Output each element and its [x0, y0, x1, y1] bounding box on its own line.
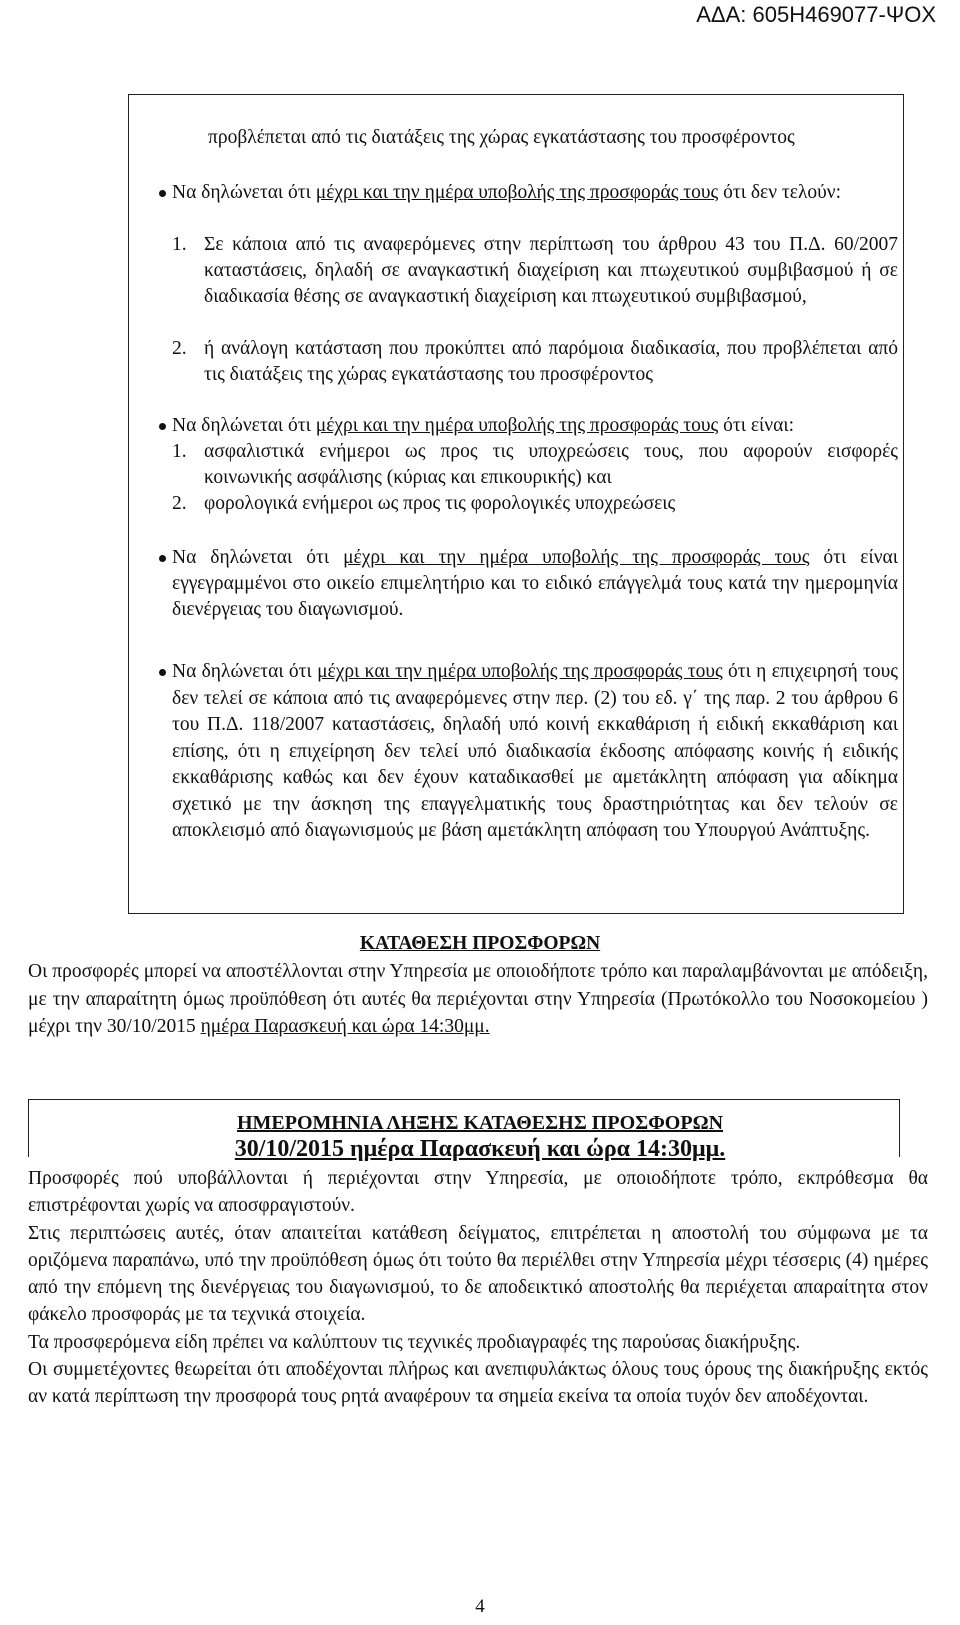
- bullet-text: Να δηλώνεται ότι μέχρι και την ημέρα υποβολής της προσφοράς τους ότι η επιχειρησή τους δεν τελεί σε κάποια από τις αναφερόμενες στην περ. (2) του εδ. γ΄ της παρ. 2 του άρθρου 6 του Π.Δ. 118/2007 καταστάσεις, δηλαδή υπό κοινή εκκαθάριση ή ειδική εκκαθάριση και επίσης, ότι η επιχείρηση δεν τελεί υπό διαδικασία έκδοσης απόφασης κοινής ή ειδικής εκκαθάρισης καθώς και δεν έχουν καταδικασθεί με αμετάκλητη απόφαση για αδίκημα σχετικό με την άσκηση της επαγγελματικής τους δραστηριότητας και δεν τελούν σε αποκλεισμό από διαγωνισμούς με βάση αμετάκλητη απόφαση του Υπουργού Ανάπτυξης.: [172, 661, 898, 841]
- bullet-text: Να δηλώνεται ότι μέχρι και την ημέρα υποβολής της προσφοράς τους ότι είναι:: [172, 415, 794, 436]
- bullet-text: Να δηλώνεται ότι μέχρι και την ημέρα υποβολής της προσφοράς τους ότι δεν τελούν:: [172, 182, 842, 203]
- bullet-dot-icon: [159, 555, 166, 562]
- submission-paragraph: Οι προσφορές μπορεί να αποστέλλονται στην Υπηρεσία με οποιοδήποτε τρόπο και παραλαμβάνονται με απόδειξη, με την απαραίτητη όμως προϋπόθεση ότι αυτές θα περιέχονται στην Υπηρεσία (Πρωτόκολλο του Νοσοκομείου ) μέχρι την 30/10/2015 ημέρα Παρασκευή και ώρα 14:30μμ.: [28, 961, 928, 1037]
- paragraph: Προσφορές πού υποβάλλονται ή περιέχονται στην Υπηρεσία, με οποιοδήποτε τρόπο, εκπρόθεσμα θα επιστρέφονται χωρίς να αποσφραγιστούν.: [28, 1168, 928, 1217]
- paragraph: Οι συμμετέχοντες θεωρείται ότι αποδέχονται πλήρως και ανεπιφυλάκτως όλους τους όρους της διακήρυξης εκτός αν κατά περίπτωση την προσφορά τους ρητά αναφέρουν τα σημεία εκείνα τα οποία τυχόν δεν αποδέχονται.: [28, 1359, 928, 1408]
- section-title-submission: ΚΑΤΑΘΕΣΗ ΠΡΟΣΦΟΡΩΝ: [359, 933, 601, 954]
- bullet-dot-icon: [159, 669, 166, 676]
- deadline-paragraphs: [28, 1165, 928, 1411]
- bullet-text: Να δηλώνεται ότι μέχρι και την ημέρα υποβολής της προσφοράς τους ότι είναι εγγεγραμμένοι στο οικείο επιμελητήριο και το ειδικό επάγγελμά τους κατά την ημερομηνία διενέργειας του διαγωνισμού.: [172, 547, 898, 620]
- bullet-dot-icon: [159, 190, 166, 197]
- section-title-deadline: ΗΜΕΡΟΜΗΝΙΑ ΛΗΞΗΣ ΚΑΤΑΘΕΣΗΣ ΠΡΟΣΦΟΡΩΝ: [236, 1112, 724, 1134]
- deadline-date: 30/10/2015 ημέρα Παρασκευή και ώρα 14:30μμ.: [234, 1136, 726, 1162]
- paragraph: Τα προσφερόμενα είδη πρέπει να καλύπτουν τις τεχνικές προδιαγραφές της παρούσας διακήρυξης.: [28, 1331, 801, 1353]
- ada-code: ΑΔΑ: 605Η469077-ΨΟΧ: [696, 2, 936, 27]
- box-intro-line: προβλέπεται από τις διατάξεις της χώρας εγκατάστασης του προσφέροντος: [208, 127, 795, 148]
- paragraph: Στις περιπτώσεις αυτές, όταν απαιτείται κατάθεση δείγματος, επιτρέπεται η αποστολή του σύμφωνα με τα οριζόμενα παραπάνω, υπό την προϋπόθεση όμως ότι τούτο θα περιέλθει στην Υπηρεσία μέχρι τέσσερις (4) ημέρες από την επόμενη της διενέργειας του διαγωνισμού, το δε αποδεικτικό αποστολής θα περιέχεται απαραίτητα στον φάκελο προσφοράς με τα τεχνικά στοιχεία.: [28, 1222, 928, 1326]
- page-number: 4: [475, 1596, 485, 1617]
- bullet-dot-icon: [159, 423, 166, 430]
